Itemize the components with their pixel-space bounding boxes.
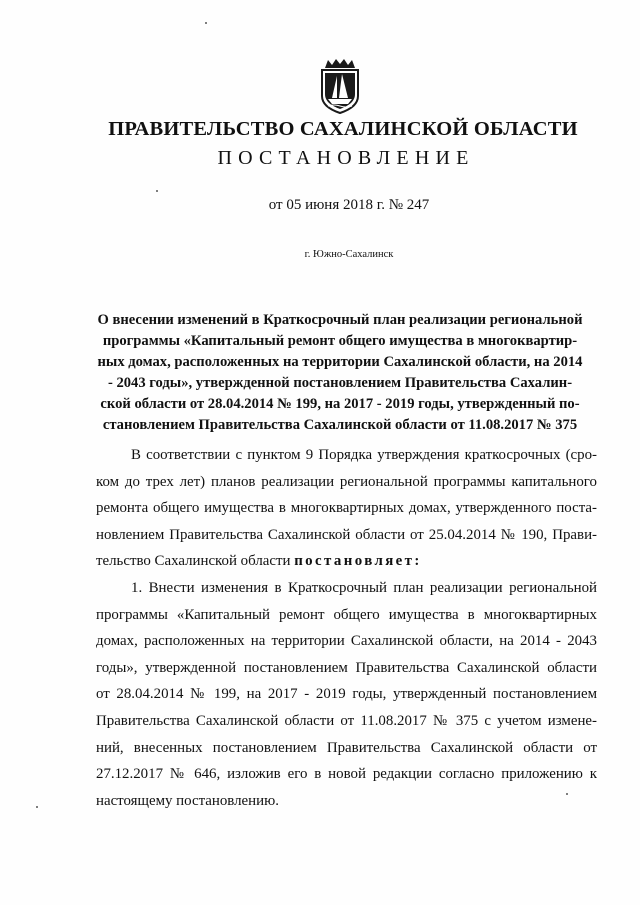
document-date-number: от 05 июня 2018 г. № 247: [268, 197, 430, 213]
document-type: ПОСТАНОВЛЕНИЕ: [217, 147, 475, 169]
subject-line: О внесении изменений в Краткосрочный план реализации региональной: [97, 312, 583, 328]
item-line: 1. Внести изменения в Краткосрочный план реализации региональной: [131, 579, 597, 596]
subject-line: ных домах, расположенных на территории Сахалинской области, на 2014: [97, 354, 583, 370]
item-line: годы», утвержденной постановлением Правительства Сахалинской области: [96, 659, 597, 676]
document-body: [96, 442, 597, 814]
coat-of-arms-icon: [317, 58, 363, 114]
item-line: 27.12.2017 № 646, изложив его в новой редакции согласно приложению к: [96, 766, 597, 783]
subject-line: ской области от 28.04.2014 № 199, на 2017 - 2019 годы, утвержденный по-: [100, 396, 580, 412]
document-subject: [96, 310, 584, 436]
scan-speck: [36, 806, 38, 808]
item-line: ний, внесенных постановлением Правительства Сахалинской области от: [96, 739, 597, 756]
item-line: от 28.04.2014 № 199, на 2017 - 2019 годы, утвержденный постановлением: [96, 686, 597, 703]
preamble-line: В соответствии с пунктом 9 Порядка утверждения краткосрочных (сро-: [131, 447, 597, 463]
preamble-last-line: [96, 548, 597, 575]
item-line: домах, расположенных на территории Сахалинской области, на 2014 - 2043: [96, 633, 597, 650]
organization-title: ПРАВИТЕЛЬСТВО САХАЛИНСКОЙ ОБЛАСТИ: [108, 118, 578, 140]
item-line: настоящему постановлению.: [96, 792, 279, 809]
decree-word: постановляет:: [294, 553, 422, 570]
item-line: Правительства Сахалинской области от 11.08.2017 № 375 с учетом измене-: [96, 712, 597, 729]
preamble-line: ремонта общего имущества в многоквартирных домах, утвержденного поста-: [96, 500, 597, 517]
subject-line: программы «Капитальный ремонт общего имущества в многоквартир-: [102, 333, 578, 349]
scan-speck: [205, 22, 207, 24]
preamble-line-prefix: тельство Сахалинской области: [96, 553, 295, 570]
item-line: программы «Капитальный ремонт общего имущества в многоквартирных: [96, 606, 597, 623]
scan-speck: [566, 793, 568, 795]
preamble-line: новлением Правительства Сахалинской области от 25.04.2014 № 190, Прави-: [96, 526, 597, 543]
preamble-line: ком до трех лет) планов реализации региональной программы капитального: [96, 473, 597, 490]
subject-line: становлением Правительства Сахалинской области от 11.08.2017 № 375: [102, 417, 578, 433]
document-city: г. Южно-Сахалинск: [304, 249, 394, 260]
scan-speck: [156, 190, 158, 192]
subject-line: - 2043 годы», утвержденной постановлением Правительства Сахалин-: [107, 375, 573, 391]
